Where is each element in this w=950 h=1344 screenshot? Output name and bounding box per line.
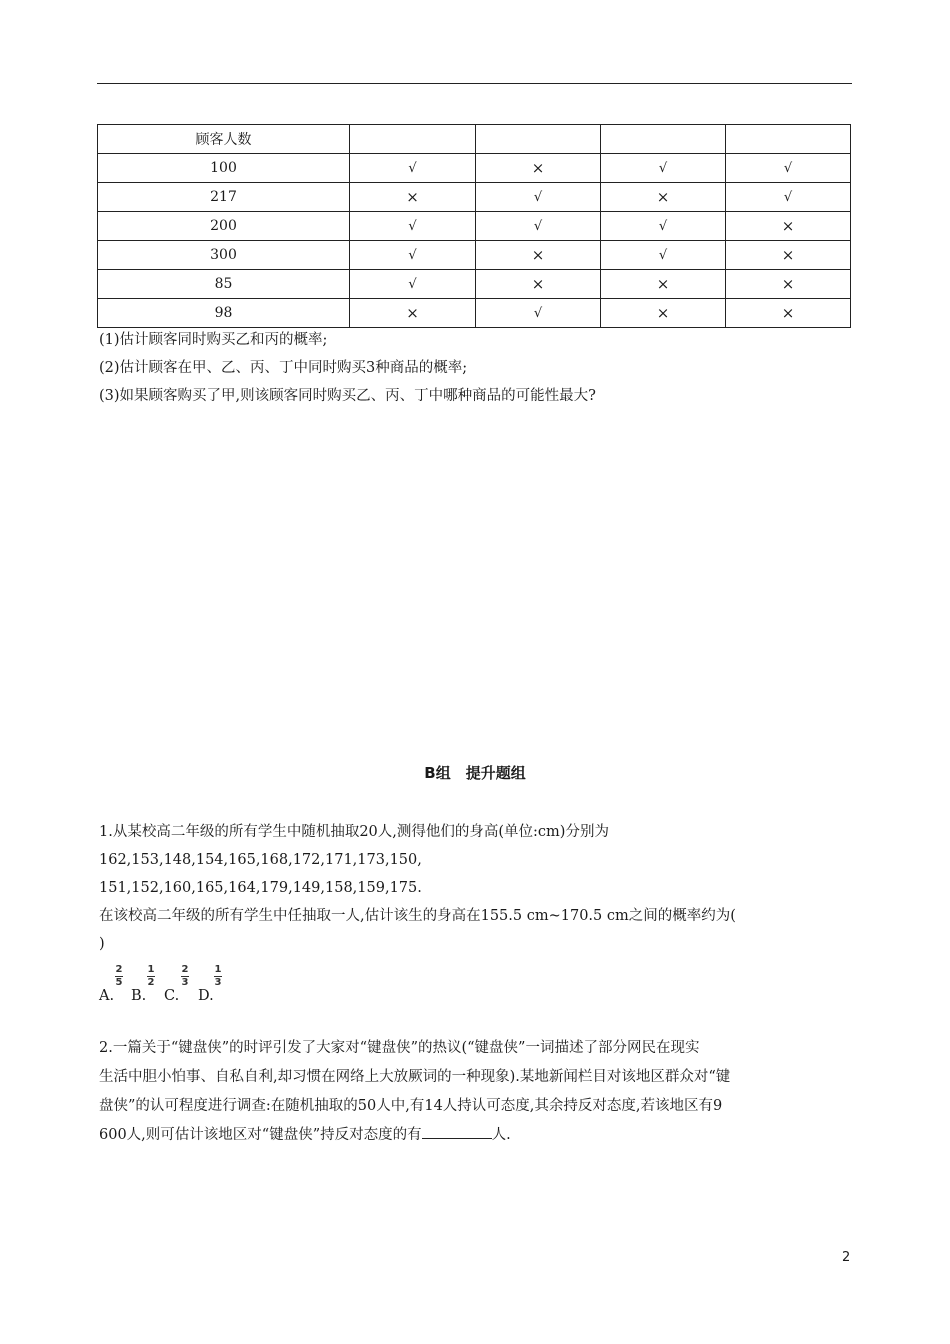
problem-2-text-end: 人.	[491, 1127, 511, 1143]
table-header-cell: 顾客人数	[98, 125, 350, 154]
mark-cell: ×	[601, 183, 726, 212]
mark-cell: ×	[476, 270, 601, 299]
answer-blank[interactable]	[422, 1122, 492, 1139]
fraction-numerator: 1	[214, 964, 222, 975]
customer-count-cell: 100	[98, 154, 350, 183]
mark-cell: ×	[601, 270, 726, 299]
option-letter: C.	[164, 988, 180, 1004]
mark-cell: √	[350, 270, 476, 299]
table-row	[98, 183, 851, 212]
problem-2-line: 生活中胆小怕事、自私自利,却习惯在网络上大放厥词的一种现象).某地新闻栏目对该地区群众对“键	[99, 1069, 731, 1085]
problem-2	[99, 1034, 855, 1150]
fraction-denominator: 3	[181, 977, 189, 988]
option-fraction	[213, 964, 223, 989]
customer-count-cell: 217	[98, 183, 350, 212]
header-rule	[97, 83, 852, 84]
customer-count-cell: 98	[98, 299, 350, 328]
mark-cell: √	[726, 154, 851, 183]
mark-cell: √	[350, 212, 476, 241]
mark-cell: √	[476, 183, 601, 212]
fraction-denominator: 2	[147, 977, 155, 988]
page-number: 2	[842, 1250, 851, 1265]
option-fraction	[114, 964, 124, 989]
option-letter: A.	[99, 988, 115, 1004]
mark-cell: ×	[350, 183, 476, 212]
mark-cell: ×	[601, 299, 726, 328]
table-row	[98, 241, 851, 270]
mark-cell: ×	[726, 241, 851, 270]
mark-cell: √	[601, 212, 726, 241]
table-header-cell	[476, 125, 601, 154]
question-3: (3)如果顾客购买了甲,则该顾客同时购买乙、丙、丁中哪种商品的可能性最大?	[99, 388, 596, 404]
mark-cell: √	[601, 154, 726, 183]
table-header-cell	[726, 125, 851, 154]
mark-cell: ×	[726, 212, 851, 241]
mark-cell: √	[350, 241, 476, 270]
fraction-numerator: 2	[115, 964, 123, 975]
mark-cell: ×	[726, 299, 851, 328]
fraction-numerator: 1	[147, 964, 155, 975]
problem-1-line: )	[99, 936, 105, 952]
mark-cell: ×	[350, 299, 476, 328]
customer-count-cell: 200	[98, 212, 350, 241]
problem-1-line: 在该校高二年级的所有学生中任抽取一人,估计该生的身高在155.5 cm~170.5 cm之间的概率约为(	[99, 908, 736, 924]
mark-cell: √	[476, 299, 601, 328]
section-title: B组 提升题组	[424, 764, 526, 782]
problem-2-text: 600人,则可估计该地区对“键盘侠”持反对态度的有	[99, 1127, 422, 1143]
mark-cell: √	[601, 241, 726, 270]
fraction-numerator: 2	[181, 964, 189, 975]
table-row	[98, 154, 851, 183]
fraction-denominator: 3	[214, 977, 222, 988]
option-letter: D.	[198, 988, 214, 1004]
option-letter: B.	[131, 988, 147, 1004]
mark-cell: √	[350, 154, 476, 183]
table-row	[98, 299, 851, 328]
option-fraction	[146, 964, 156, 989]
table-header-row	[98, 125, 851, 154]
mark-cell: ×	[476, 154, 601, 183]
fraction-denominator: 5	[115, 977, 123, 988]
purchase-table	[97, 124, 851, 328]
question-1: (1)估计顾客同时购买乙和丙的概率;	[99, 332, 328, 348]
option-fraction	[180, 964, 190, 989]
table-header-cell	[601, 125, 726, 154]
table-row	[98, 270, 851, 299]
mark-cell: ×	[476, 241, 601, 270]
mark-cell: √	[476, 212, 601, 241]
problem-2-line: 2.一篇关于“键盘侠”的时评引发了大家对“键盘侠”的热议(“键盘侠”一词描述了部分网民在现实	[99, 1040, 700, 1056]
question-2: (2)估计顾客在甲、乙、丙、丁中同时购买3种商品的概率;	[99, 360, 468, 376]
customer-count-cell: 300	[98, 241, 350, 270]
table-header-cell	[350, 125, 476, 154]
mark-cell: ×	[726, 270, 851, 299]
problem-2-line: 盘侠”的认可程度进行调查:在随机抽取的50人中,有14人持认可态度,其余持反对态度,若该地区有9	[99, 1098, 723, 1114]
problem-2-last-line	[99, 1121, 855, 1150]
table-row	[98, 212, 851, 241]
problem-1	[99, 818, 855, 958]
customer-count-cell: 85	[98, 270, 350, 299]
problem-1-line: 162,153,148,154,165,168,172,171,173,150,	[99, 852, 422, 868]
problem-1-line: 1.从某校高二年级的所有学生中随机抽取20人,测得他们的身高(单位:cm)分别为	[99, 824, 609, 840]
mark-cell: √	[726, 183, 851, 212]
problem-1-line: 151,152,160,165,164,179,149,158,159,175.	[99, 880, 422, 896]
